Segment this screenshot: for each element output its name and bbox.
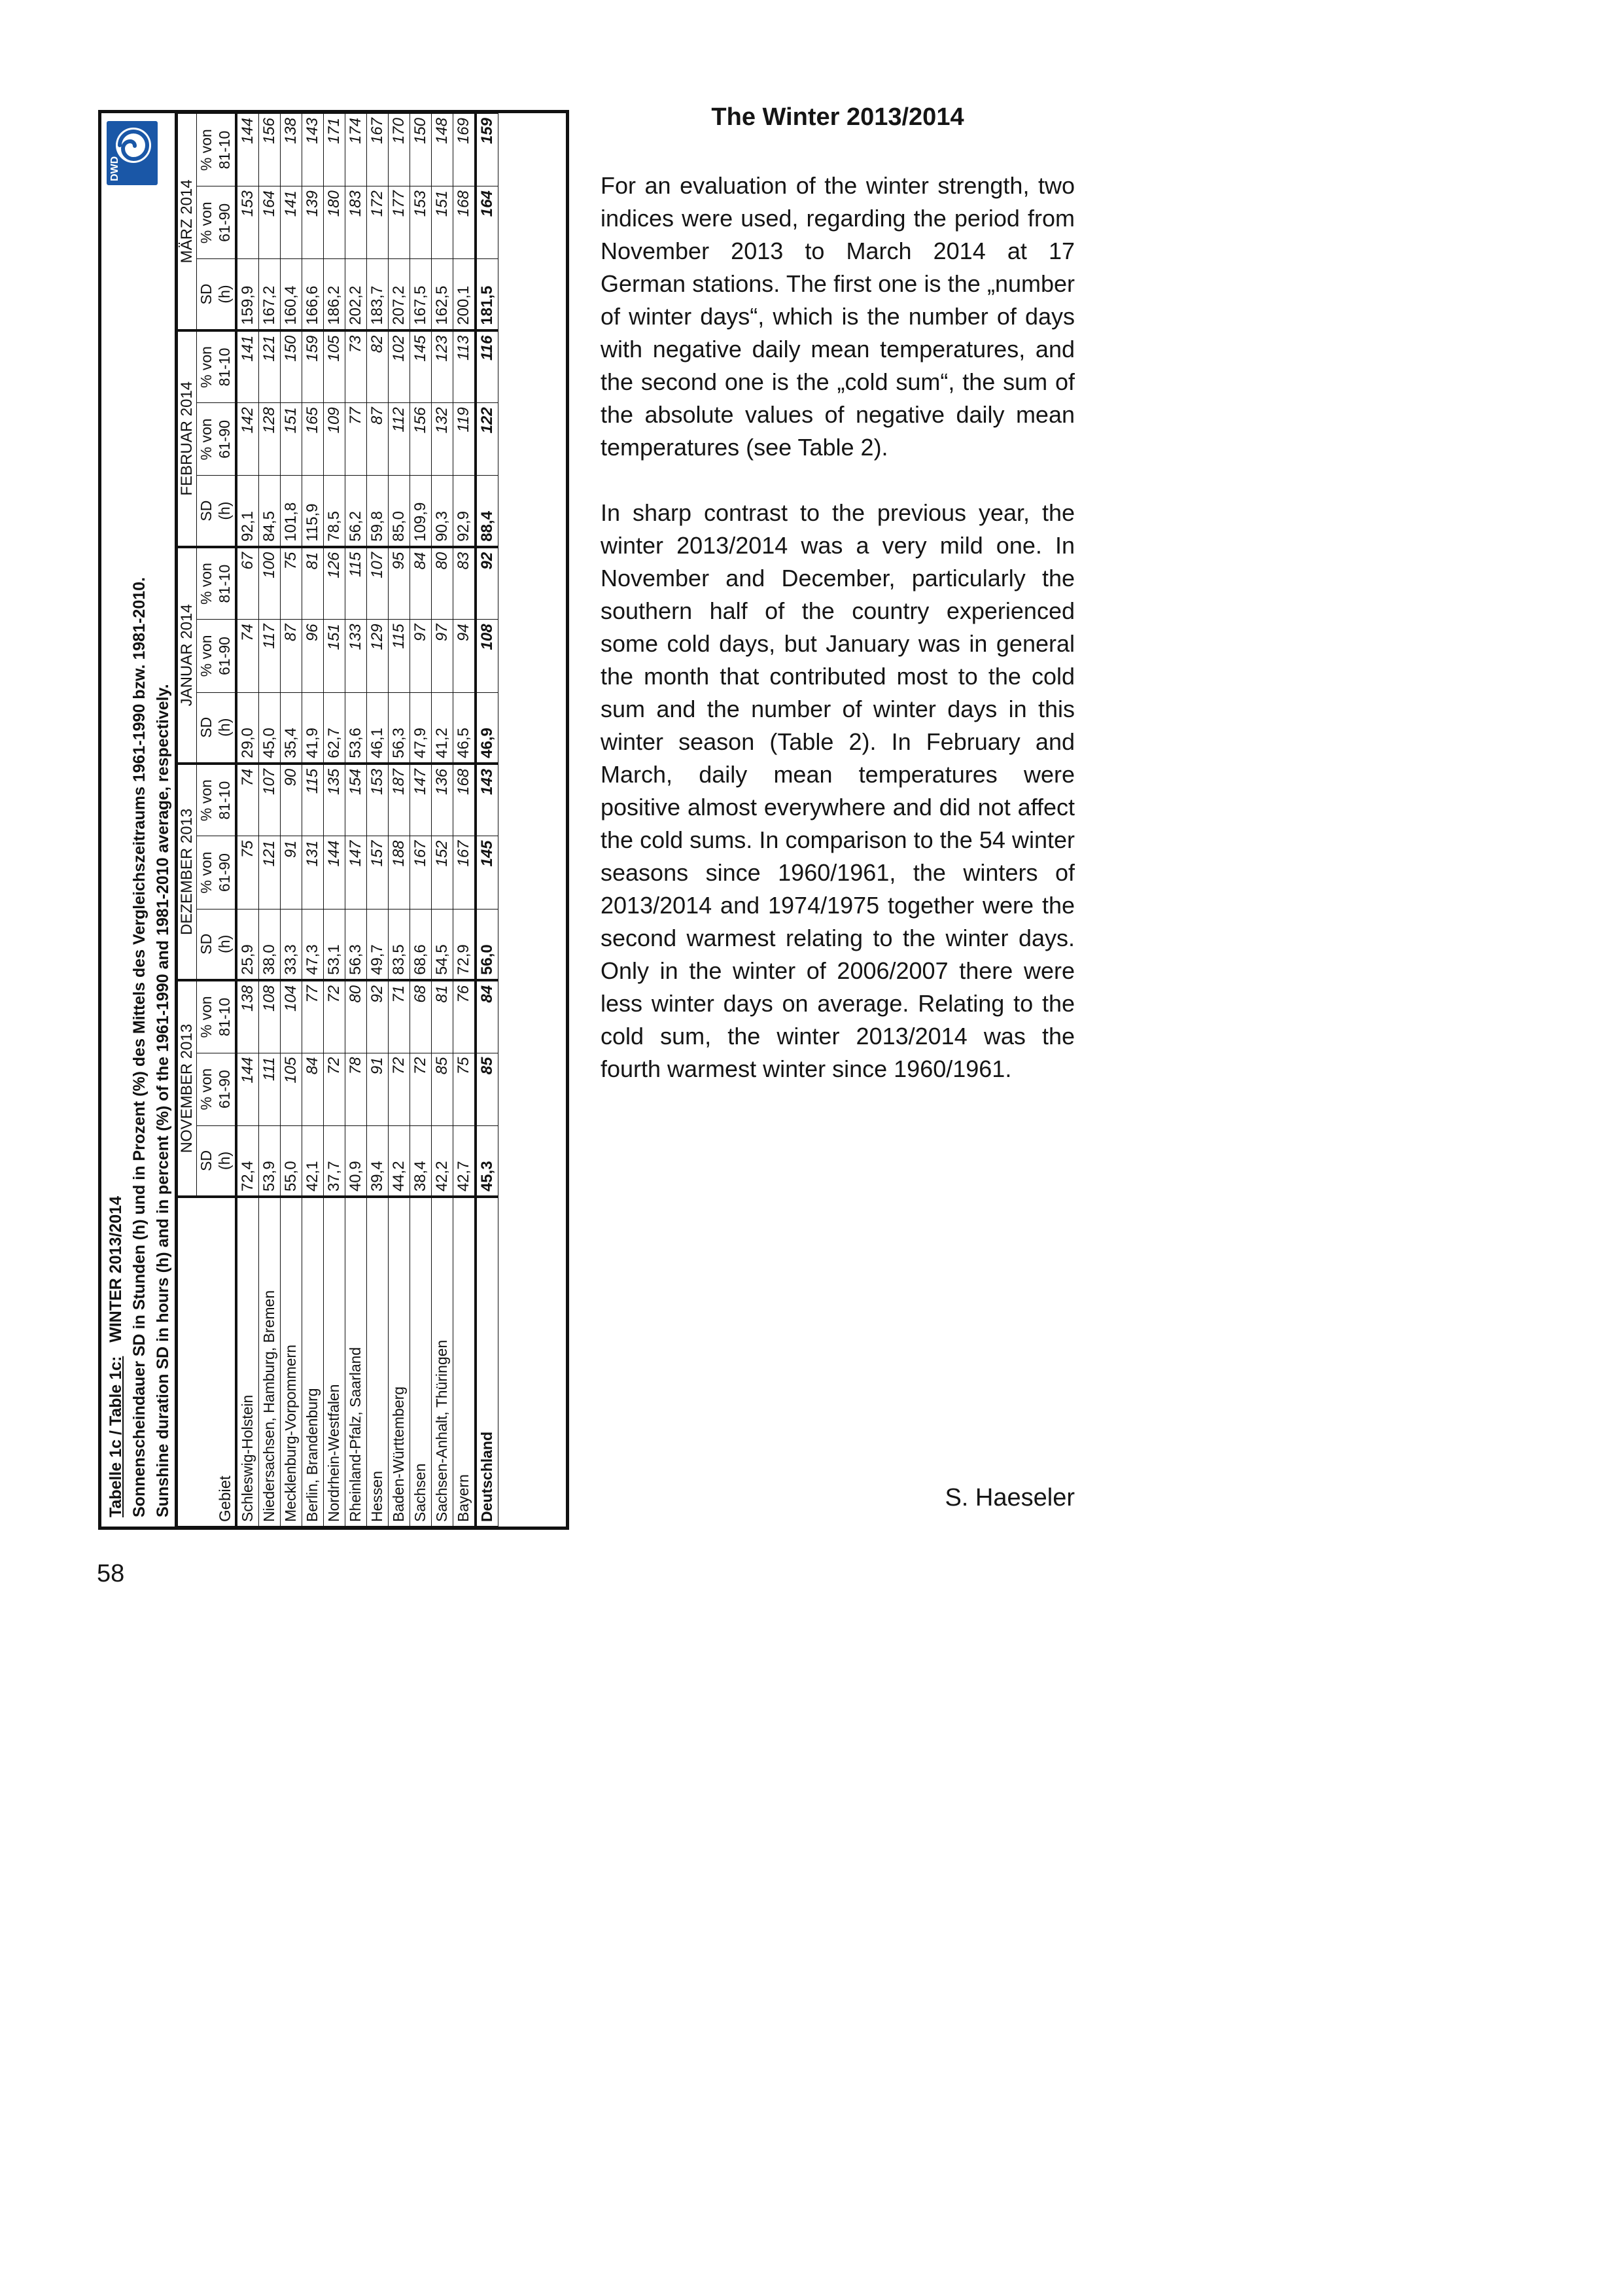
- pct-8110-cell: 113: [453, 330, 476, 403]
- sd-subheader-line-1: SD: [197, 716, 215, 738]
- month-header: JANUAR 2014: [178, 547, 197, 764]
- sd-hours-cell: 183,7: [366, 259, 388, 330]
- pct-8110-cell: 148: [431, 114, 453, 186]
- pct-8110-cell: 135: [323, 764, 345, 836]
- sd-hours-cell: 54,5: [431, 909, 453, 980]
- sd-hours-cell: 46,1: [366, 692, 388, 764]
- sd-hours-cell: 53,9: [258, 1125, 280, 1197]
- pct-6190-cell: 164: [476, 186, 498, 259]
- pct-8110-cell: 174: [345, 114, 366, 186]
- gebiet-header: Gebiet: [178, 1197, 236, 1526]
- pct-6190-cell: 77: [345, 403, 366, 476]
- pct-6190-cell: 85: [431, 1053, 453, 1125]
- pct-8110-cell: 81: [302, 547, 323, 620]
- sd-hours-cell: 207,2: [388, 259, 410, 330]
- pct-6190-cell: 87: [280, 620, 302, 692]
- region-name-cell: Sachsen: [410, 1197, 431, 1526]
- pct-8110-cell: 107: [258, 764, 280, 836]
- month-header: MÄRZ 2014: [178, 114, 197, 330]
- pct-8110-subheader-line-1: % von: [197, 996, 215, 1038]
- pct-8110-subheader: [196, 114, 236, 186]
- table-title-line-3: Sunshine duration SD in hours (h) and in percent (%) of the 1961-1990 and 1981-2010 average, respectively.: [154, 684, 172, 1517]
- pct-8110-cell: 73: [345, 330, 366, 403]
- pct-8110-subheader-line-2: 81-10: [215, 130, 233, 169]
- pct-8110-subheader-line-1: % von: [197, 563, 215, 605]
- sd-subheader: [196, 692, 236, 764]
- table-body: [236, 114, 498, 1527]
- article-paragraph-2: In sharp contrast to the previous year, the winter 2013/2014 was a very mild one. In November and December, particularly the southern half of the country experienced some cold days, but January was in general the month that contributed most to the cold sum and the number of winter days in this winter season (Table 2). In February and March, daily mean temperatures were positive almost everywhere and did not affect the cold sums. In comparison to the 54 winter seasons since 1960/1961, the winters of 2013/2014 and 1974/1975 together were the second warmest relating to the winter days. Only in the winter of 2006/2007 there were less winter days on average. Relating to the cold sum, the winter 2013/2014 was the fourth warmest winter since 1960/1961.: [601, 499, 1075, 1082]
- sd-subheader-line-2: (h): [215, 718, 233, 737]
- sd-hours-cell: 42,2: [431, 1125, 453, 1197]
- sd-hours-cell: 181,5: [476, 259, 498, 330]
- pct-8110-cell: 126: [323, 547, 345, 620]
- pct-6190-cell: 94: [453, 620, 476, 692]
- pct-6190-cell: 115: [388, 620, 410, 692]
- table-title-line-1: [104, 124, 128, 1517]
- dwd-logo-text: DWD: [109, 156, 120, 181]
- pct-8110-cell: 187: [388, 764, 410, 836]
- sd-hours-cell: 45,3: [476, 1125, 498, 1197]
- table-row: [236, 114, 259, 1527]
- sd-hours-cell: 92,1: [236, 476, 259, 547]
- pct-6190-cell: 145: [476, 836, 498, 909]
- pct-6190-cell: 153: [410, 186, 431, 259]
- article-paragraph-1: For an evaluation of the winter strength, two indices were used, regarding the period from November 2013 to March 2014 at 17 German stations. The first one is the „number of winter days“, which is the number of days with negative daily mean temperatures, and the second one is the „cold sum“, the sum of the absolute values of negative daily mean temperatures (see Table 2).: [601, 172, 1075, 461]
- table-title-box: [101, 113, 177, 1527]
- pct-6190-cell: 151: [280, 403, 302, 476]
- pct-6190-cell: 85: [476, 1053, 498, 1125]
- sd-hours-cell: 38,0: [258, 909, 280, 980]
- region-name-cell: Baden-Württemberg: [388, 1197, 410, 1526]
- sunshine-data-table: [177, 113, 498, 1527]
- article-heading: The Winter 2013/2014: [711, 103, 964, 131]
- pct-6190-cell: 188: [388, 836, 410, 909]
- region-name-cell: Berlin, Brandenburg: [302, 1197, 323, 1526]
- pct-6190-cell: 121: [258, 836, 280, 909]
- region-name-cell: Deutschland: [476, 1197, 498, 1526]
- pct-6190-subheader-line-1: % von: [197, 418, 215, 461]
- pct-8110-cell: 72: [323, 980, 345, 1053]
- pct-8110-cell: 136: [431, 764, 453, 836]
- sd-hours-cell: 53,1: [323, 909, 345, 980]
- pct-6190-cell: 164: [258, 186, 280, 259]
- sd-hours-cell: 159,9: [236, 259, 259, 330]
- sd-hours-cell: 47,3: [302, 909, 323, 980]
- pct-8110-subheader: [196, 980, 236, 1053]
- article-author: S. Haeseler: [945, 1484, 1075, 1511]
- pct-8110-subheader: [196, 330, 236, 403]
- sd-hours-cell: 167,5: [410, 259, 431, 330]
- sd-hours-cell: 84,5: [258, 476, 280, 547]
- region-name-cell: Niedersachsen, Hamburg, Bremen: [258, 1197, 280, 1526]
- table-row: [323, 114, 345, 1527]
- pct-8110-cell: 105: [323, 330, 345, 403]
- sd-hours-cell: 42,1: [302, 1125, 323, 1197]
- pct-6190-cell: 133: [345, 620, 366, 692]
- pct-8110-cell: 167: [366, 114, 388, 186]
- pct-8110-subheader-line-2: 81-10: [215, 564, 233, 603]
- region-name-cell: Sachsen-Anhalt, Thüringen: [431, 1197, 453, 1526]
- pct-8110-cell: 100: [258, 547, 280, 620]
- sd-hours-cell: 88,4: [476, 476, 498, 547]
- sd-hours-cell: 35,4: [280, 692, 302, 764]
- table-row: [388, 114, 410, 1527]
- pct-8110-cell: 71: [388, 980, 410, 1053]
- pct-8110-subheader: [196, 764, 236, 836]
- pct-6190-subheader-line-2: 61-90: [215, 1070, 233, 1109]
- sd-subheader: [196, 476, 236, 547]
- sd-subheader-line-1: SD: [197, 283, 215, 305]
- pct-8110-cell: 123: [431, 330, 453, 403]
- pct-8110-cell: 80: [345, 980, 366, 1053]
- table-row: [431, 114, 453, 1527]
- sd-hours-cell: 41,2: [431, 692, 453, 764]
- table-total-row: [476, 114, 498, 1527]
- sd-subheader-line-1: SD: [197, 933, 215, 955]
- pct-8110-cell: 68: [410, 980, 431, 1053]
- pct-8110-subheader-line-2: 81-10: [215, 997, 233, 1036]
- table-row: [410, 114, 431, 1527]
- pct-6190-cell: 97: [431, 620, 453, 692]
- sd-hours-cell: 47,9: [410, 692, 431, 764]
- pct-8110-cell: 116: [476, 330, 498, 403]
- sd-hours-cell: 56,3: [345, 909, 366, 980]
- pct-6190-cell: 119: [453, 403, 476, 476]
- dwd-logo: [107, 121, 158, 185]
- sd-hours-cell: 42,7: [453, 1125, 476, 1197]
- sd-subheader-line-2: (h): [215, 934, 233, 953]
- sd-hours-cell: 83,5: [388, 909, 410, 980]
- month-header: DEZEMBER 2013: [178, 764, 197, 980]
- article: [601, 98, 1075, 1086]
- table-row: [258, 114, 280, 1527]
- pct-8110-cell: 141: [236, 330, 259, 403]
- table-row: [366, 114, 388, 1527]
- pct-6190-cell: 165: [302, 403, 323, 476]
- pct-6190-cell: 112: [388, 403, 410, 476]
- pct-8110-cell: 150: [280, 330, 302, 403]
- sd-hours-cell: 41,9: [302, 692, 323, 764]
- pct-6190-subheader-line-2: 61-90: [215, 203, 233, 242]
- pct-8110-cell: 153: [366, 764, 388, 836]
- sd-hours-cell: 200,1: [453, 259, 476, 330]
- pct-6190-cell: 177: [388, 186, 410, 259]
- sd-hours-cell: 56,0: [476, 909, 498, 980]
- pct-6190-cell: 167: [453, 836, 476, 909]
- pct-6190-cell: 152: [431, 836, 453, 909]
- sd-hours-cell: 186,2: [323, 259, 345, 330]
- pct-8110-subheader-line-1: % von: [197, 779, 215, 822]
- pct-6190-subheader: [196, 1053, 236, 1125]
- sd-hours-cell: 78,5: [323, 476, 345, 547]
- pct-6190-cell: 96: [302, 620, 323, 692]
- pct-8110-cell: 121: [258, 330, 280, 403]
- sd-subheader-line-1: SD: [197, 1150, 215, 1171]
- pct-6190-cell: 147: [345, 836, 366, 909]
- pct-8110-cell: 154: [345, 764, 366, 836]
- sd-hours-cell: 166,6: [302, 259, 323, 330]
- pct-6190-cell: 91: [280, 836, 302, 909]
- sd-hours-cell: 33,3: [280, 909, 302, 980]
- sd-hours-cell: 38,4: [410, 1125, 431, 1197]
- region-name-cell: Hessen: [366, 1197, 388, 1526]
- sd-hours-cell: 29,0: [236, 692, 259, 764]
- pct-6190-subheader: [196, 620, 236, 692]
- pct-6190-cell: 109: [323, 403, 345, 476]
- pct-6190-cell: 156: [410, 403, 431, 476]
- sd-hours-cell: 109,9: [410, 476, 431, 547]
- pct-8110-cell: 150: [410, 114, 431, 186]
- pct-6190-cell: 117: [258, 620, 280, 692]
- month-header: FEBRUAR 2014: [178, 330, 197, 547]
- pct-6190-cell: 105: [280, 1053, 302, 1125]
- pct-6190-cell: 75: [236, 836, 259, 909]
- sd-hours-cell: 56,2: [345, 476, 366, 547]
- pct-8110-cell: 83: [453, 547, 476, 620]
- pct-8110-cell: 143: [302, 114, 323, 186]
- pct-6190-cell: 108: [476, 620, 498, 692]
- sd-subheader: [196, 1125, 236, 1197]
- pct-6190-cell: 72: [410, 1053, 431, 1125]
- pct-6190-cell: 87: [366, 403, 388, 476]
- sd-hours-cell: 90,3: [431, 476, 453, 547]
- pct-6190-cell: 128: [258, 403, 280, 476]
- sunshine-table-panel: [98, 110, 569, 1530]
- pct-6190-cell: 144: [236, 1053, 259, 1125]
- sd-hours-cell: 167,2: [258, 259, 280, 330]
- pct-8110-cell: 145: [410, 330, 431, 403]
- sd-hours-cell: 53,6: [345, 692, 366, 764]
- pct-8110-cell: 90: [280, 764, 302, 836]
- region-name-cell: Rheinland-Pfalz, Saarland: [345, 1197, 366, 1526]
- pct-8110-cell: 169: [453, 114, 476, 186]
- pct-6190-subheader: [196, 186, 236, 259]
- pct-6190-cell: 74: [236, 620, 259, 692]
- pct-8110-cell: 107: [366, 547, 388, 620]
- pct-8110-subheader-line-1: % von: [197, 129, 215, 171]
- pct-8110-cell: 81: [431, 980, 453, 1053]
- pct-8110-cell: 95: [388, 547, 410, 620]
- pct-6190-cell: 141: [280, 186, 302, 259]
- sd-subheader-line-1: SD: [197, 500, 215, 521]
- sd-hours-cell: 59,8: [366, 476, 388, 547]
- pct-8110-cell: 168: [453, 764, 476, 836]
- month-header-row: [178, 114, 197, 1527]
- pct-6190-cell: 72: [323, 1053, 345, 1125]
- pct-6190-subheader: [196, 836, 236, 909]
- pct-6190-subheader-line-1: % von: [197, 1068, 215, 1110]
- pct-6190-subheader-line-2: 61-90: [215, 637, 233, 675]
- sd-subheader-line-2: (h): [215, 1151, 233, 1170]
- sd-hours-cell: 72,9: [453, 909, 476, 980]
- pct-8110-cell: 92: [476, 547, 498, 620]
- pct-8110-cell: 80: [431, 547, 453, 620]
- region-name-cell: Mecklenburg-Vorpommern: [280, 1197, 302, 1526]
- pct-6190-cell: 168: [453, 186, 476, 259]
- pct-8110-cell: 144: [236, 114, 259, 186]
- pct-6190-cell: 151: [431, 186, 453, 259]
- sd-subheader: [196, 909, 236, 980]
- sd-hours-cell: 162,5: [431, 259, 453, 330]
- pct-8110-cell: 138: [236, 980, 259, 1053]
- pct-8110-cell: 159: [302, 330, 323, 403]
- pct-6190-cell: 153: [236, 186, 259, 259]
- sd-hours-cell: 37,7: [323, 1125, 345, 1197]
- pct-6190-cell: 132: [431, 403, 453, 476]
- region-name-cell: Nordrhein-Westfalen: [323, 1197, 345, 1526]
- table-row: [453, 114, 476, 1527]
- pct-6190-cell: 111: [258, 1053, 280, 1125]
- pct-8110-subheader-line-2: 81-10: [215, 347, 233, 387]
- pct-6190-subheader-line-1: % von: [197, 635, 215, 677]
- sd-hours-cell: 45,0: [258, 692, 280, 764]
- sd-hours-cell: 72,4: [236, 1125, 259, 1197]
- pct-8110-cell: 138: [280, 114, 302, 186]
- pct-6190-cell: 151: [323, 620, 345, 692]
- sd-subheader-line-2: (h): [215, 285, 233, 304]
- pct-8110-subheader-line-1: % von: [197, 346, 215, 388]
- pct-6190-cell: 129: [366, 620, 388, 692]
- pct-6190-subheader-line-2: 61-90: [215, 853, 233, 892]
- pct-8110-cell: 84: [410, 547, 431, 620]
- pct-8110-cell: 108: [258, 980, 280, 1053]
- pct-6190-subheader-line-2: 61-90: [215, 419, 233, 459]
- table-row: [280, 114, 302, 1527]
- pct-8110-cell: 170: [388, 114, 410, 186]
- pct-8110-cell: 171: [323, 114, 345, 186]
- sd-hours-cell: 40,9: [345, 1125, 366, 1197]
- pct-8110-cell: 75: [280, 547, 302, 620]
- table-row: [302, 114, 323, 1527]
- pct-6190-cell: 142: [236, 403, 259, 476]
- pct-8110-cell: 156: [258, 114, 280, 186]
- sd-hours-cell: 68,6: [410, 909, 431, 980]
- pct-6190-cell: 167: [410, 836, 431, 909]
- table-label: Tabelle 1c / Table 1c:: [107, 1356, 125, 1517]
- pct-8110-cell: 67: [236, 547, 259, 620]
- pct-8110-cell: 74: [236, 764, 259, 836]
- sd-hours-cell: 56,3: [388, 692, 410, 764]
- pct-6190-cell: 172: [366, 186, 388, 259]
- region-name-cell: Bayern: [453, 1197, 476, 1526]
- sunshine-table-rotated: [101, 113, 566, 1527]
- pct-8110-cell: 159: [476, 114, 498, 186]
- sd-hours-cell: 92,9: [453, 476, 476, 547]
- pct-6190-cell: 122: [476, 403, 498, 476]
- pct-6190-cell: 97: [410, 620, 431, 692]
- pct-8110-cell: 104: [280, 980, 302, 1053]
- pct-8110-subheader-line-2: 81-10: [215, 781, 233, 820]
- sd-subheader: [196, 259, 236, 330]
- pct-6190-cell: 78: [345, 1053, 366, 1125]
- pct-8110-cell: 76: [453, 980, 476, 1053]
- sd-hours-cell: 85,0: [388, 476, 410, 547]
- pct-6190-cell: 91: [366, 1053, 388, 1125]
- table-title-line-2: Sonnenscheindauer SD in Stunden (h) und in Prozent (%) des Mittels des Vergleichszeitraums 1961-1990 bzw. 1981-2010.: [130, 577, 148, 1517]
- table-season: WINTER 2013/2014: [107, 1196, 125, 1343]
- pct-8110-cell: 92: [366, 980, 388, 1053]
- pct-6190-subheader: [196, 403, 236, 476]
- region-name-cell: Schleswig-Holstein: [236, 1197, 259, 1526]
- pct-8110-cell: 82: [366, 330, 388, 403]
- sd-hours-cell: 55,0: [280, 1125, 302, 1197]
- pct-8110-cell: 115: [345, 547, 366, 620]
- pct-8110-cell: 143: [476, 764, 498, 836]
- sd-hours-cell: 202,2: [345, 259, 366, 330]
- pct-8110-cell: 77: [302, 980, 323, 1053]
- sd-hours-cell: 49,7: [366, 909, 388, 980]
- pct-6190-cell: 183: [345, 186, 366, 259]
- pct-6190-cell: 72: [388, 1053, 410, 1125]
- dwd-spiral-icon: [113, 125, 154, 166]
- sd-subheader-line-2: (h): [215, 501, 233, 520]
- pct-8110-cell: 115: [302, 764, 323, 836]
- sd-hours-cell: 25,9: [236, 909, 259, 980]
- pct-6190-cell: 131: [302, 836, 323, 909]
- pct-6190-subheader-line-1: % von: [197, 851, 215, 894]
- pct-8110-subheader: [196, 547, 236, 620]
- pct-8110-cell: 147: [410, 764, 431, 836]
- sd-hours-cell: 160,4: [280, 259, 302, 330]
- pct-6190-cell: 180: [323, 186, 345, 259]
- pct-6190-cell: 75: [453, 1053, 476, 1125]
- pct-8110-cell: 84: [476, 980, 498, 1053]
- sd-hours-cell: 101,8: [280, 476, 302, 547]
- sd-hours-cell: 46,9: [476, 692, 498, 764]
- table-row: [345, 114, 366, 1527]
- sd-hours-cell: 115,9: [302, 476, 323, 547]
- month-header: NOVEMBER 2013: [178, 980, 197, 1197]
- pct-6190-cell: 144: [323, 836, 345, 909]
- pct-6190-subheader-line-1: % von: [197, 202, 215, 244]
- sd-hours-cell: 44,2: [388, 1125, 410, 1197]
- sd-hours-cell: 46,5: [453, 692, 476, 764]
- sd-hours-cell: 62,7: [323, 692, 345, 764]
- pct-8110-cell: 102: [388, 330, 410, 403]
- sd-hours-cell: 39,4: [366, 1125, 388, 1197]
- pct-6190-cell: 84: [302, 1053, 323, 1125]
- pct-6190-cell: 157: [366, 836, 388, 909]
- page-number: 58: [97, 1560, 125, 1587]
- pct-6190-cell: 139: [302, 186, 323, 259]
